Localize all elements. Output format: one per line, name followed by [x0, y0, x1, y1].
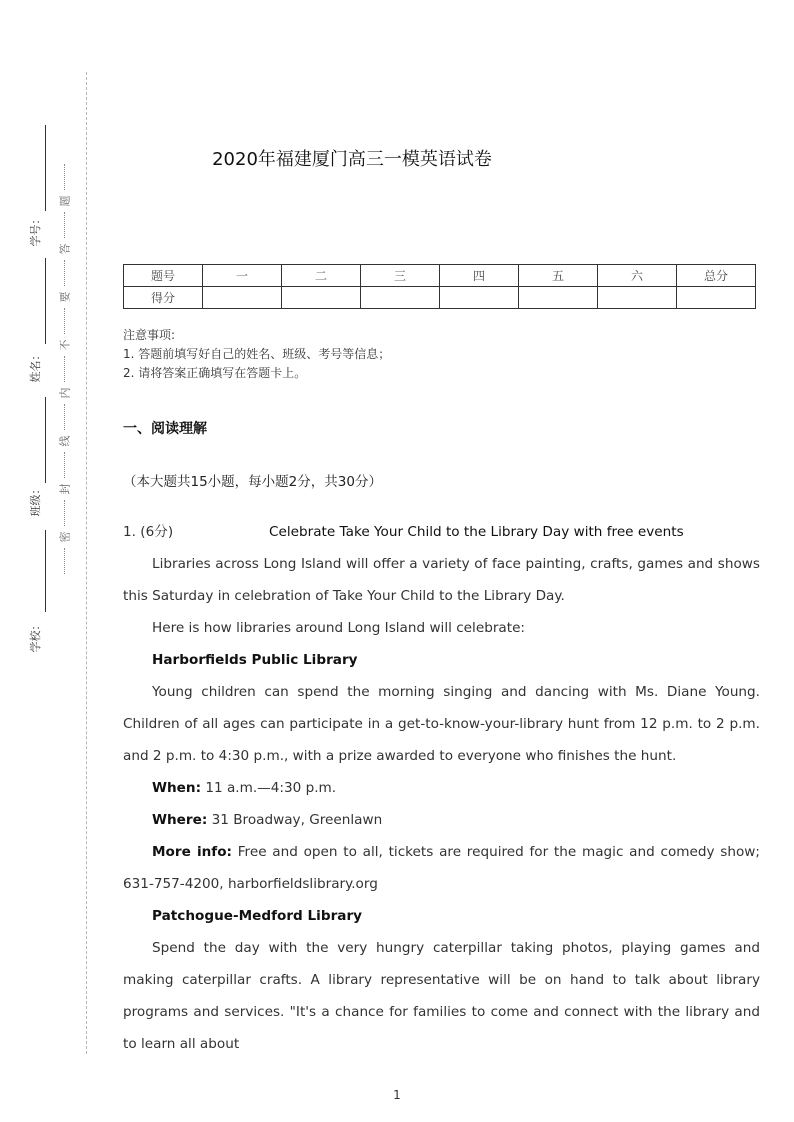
passage-paragraph: Libraries across Long Island will offer a variety of face painting, crafts, games and shows this Saturday in celebration of Take Your Child to the Library Day.: [123, 556, 760, 604]
score-input-cell[interactable]: [519, 287, 598, 309]
seal-dots: [64, 356, 66, 382]
notes-block: [123, 326, 390, 383]
score-input-cell[interactable]: [440, 287, 519, 309]
seal-dots: [64, 452, 66, 478]
when-label: When:: [152, 780, 202, 796]
score-input-cell[interactable]: [598, 287, 677, 309]
score-input-cell[interactable]: [361, 287, 440, 309]
seal-dots: [64, 500, 66, 526]
exam-title: 2020年福建厦门高三一模英语试卷: [212, 149, 492, 170]
page-number: 1: [393, 1088, 401, 1102]
when-value: 11 a.m.—4:30 p.m.: [201, 780, 337, 796]
table-cell: 总分: [677, 265, 756, 287]
passage: [123, 548, 760, 1060]
section-heading: 一、阅读理解: [123, 421, 207, 437]
library-name: Harborfields Public Library: [152, 652, 358, 668]
seal-char: 内: [58, 387, 71, 399]
seal-char: 封: [58, 483, 71, 495]
seal-dots: [64, 404, 66, 430]
passage-paragraph: Here is how libraries around Long Island will celebrate:: [152, 620, 526, 636]
seal-char: 密: [58, 531, 71, 543]
info-line: [123, 836, 760, 900]
name-label: 姓名：: [29, 349, 42, 383]
seal-dots: [64, 308, 66, 334]
score-table-header-row: [124, 265, 756, 287]
score-input-cell[interactable]: [282, 287, 361, 309]
notes-heading: 注意事项:: [123, 328, 176, 342]
table-cell: 题号: [124, 265, 203, 287]
seal-char: 题: [58, 195, 71, 207]
seal-char: 线: [58, 435, 71, 447]
passage-paragraph: Young children can spend the morning singing and dancing with Ms. Diane Young. Children of all ages can participate in a get-to-know-your-library hunt from 12 p.m. to 2 p.m. and 2 p.m. to 4:30 p.m., with a prize awarded to everyone who finishes the hunt.: [123, 684, 760, 764]
class-label: 班级：: [29, 483, 42, 517]
table-cell: 五: [519, 265, 598, 287]
seal-dots: [64, 212, 66, 238]
score-input-cell[interactable]: [677, 287, 756, 309]
passage-paragraph: Spend the day with the very hungry caterpillar taking photos, playing games and making caterpillar crafts. A library representative will be on hand to talk about library programs and services. "It's a chance for families to come and connect with the library and to learn all about: [123, 940, 760, 1052]
class-line: [45, 397, 47, 483]
table-cell: 四: [440, 265, 519, 287]
binding-dashed-line: [86, 72, 87, 1054]
name-line: [45, 258, 47, 344]
question-header: [123, 520, 760, 540]
table-cell: 一: [203, 265, 282, 287]
seal-char: 要: [58, 291, 71, 303]
seal-dots: [64, 260, 66, 286]
school-line: [45, 530, 47, 612]
seal-char: 答: [58, 243, 71, 255]
score-input-cell[interactable]: [203, 287, 282, 309]
notes-item: 2. 请将答案正确填写在答题卡上。: [123, 366, 307, 380]
table-cell: 六: [598, 265, 677, 287]
score-table: [123, 264, 756, 309]
info-label: More info:: [152, 844, 232, 860]
where-label: Where:: [152, 812, 208, 828]
student-id-label: 学号：: [29, 213, 42, 247]
question-title: Celebrate Take Your Child to the Library Day with free events: [269, 524, 684, 540]
question-number: 1. (6分): [123, 524, 174, 540]
table-cell: 得分: [124, 287, 203, 309]
library-name: Patchogue-Medford Library: [152, 908, 363, 924]
table-cell: 三: [361, 265, 440, 287]
school-label: 学校：: [29, 619, 42, 653]
notes-item: 1. 答题前填写好自己的姓名、班级、考号等信息；: [123, 347, 391, 361]
info-value: Free and open to all, tickets are required for the magic and comedy show; 631-757-4200, harborfieldslibrary.org: [123, 844, 760, 892]
where-line: [123, 804, 760, 836]
seal-line-text: [57, 160, 73, 578]
seal-dots: [64, 548, 66, 574]
section-subheading: （本大题共15小题，每小题2分，共30分）: [123, 474, 382, 490]
where-value: 31 Broadway, Greenlawn: [207, 812, 383, 828]
seal-char: 不: [58, 339, 71, 351]
when-line: [123, 772, 760, 804]
score-table-score-row: [124, 287, 756, 309]
table-cell: 二: [282, 265, 361, 287]
